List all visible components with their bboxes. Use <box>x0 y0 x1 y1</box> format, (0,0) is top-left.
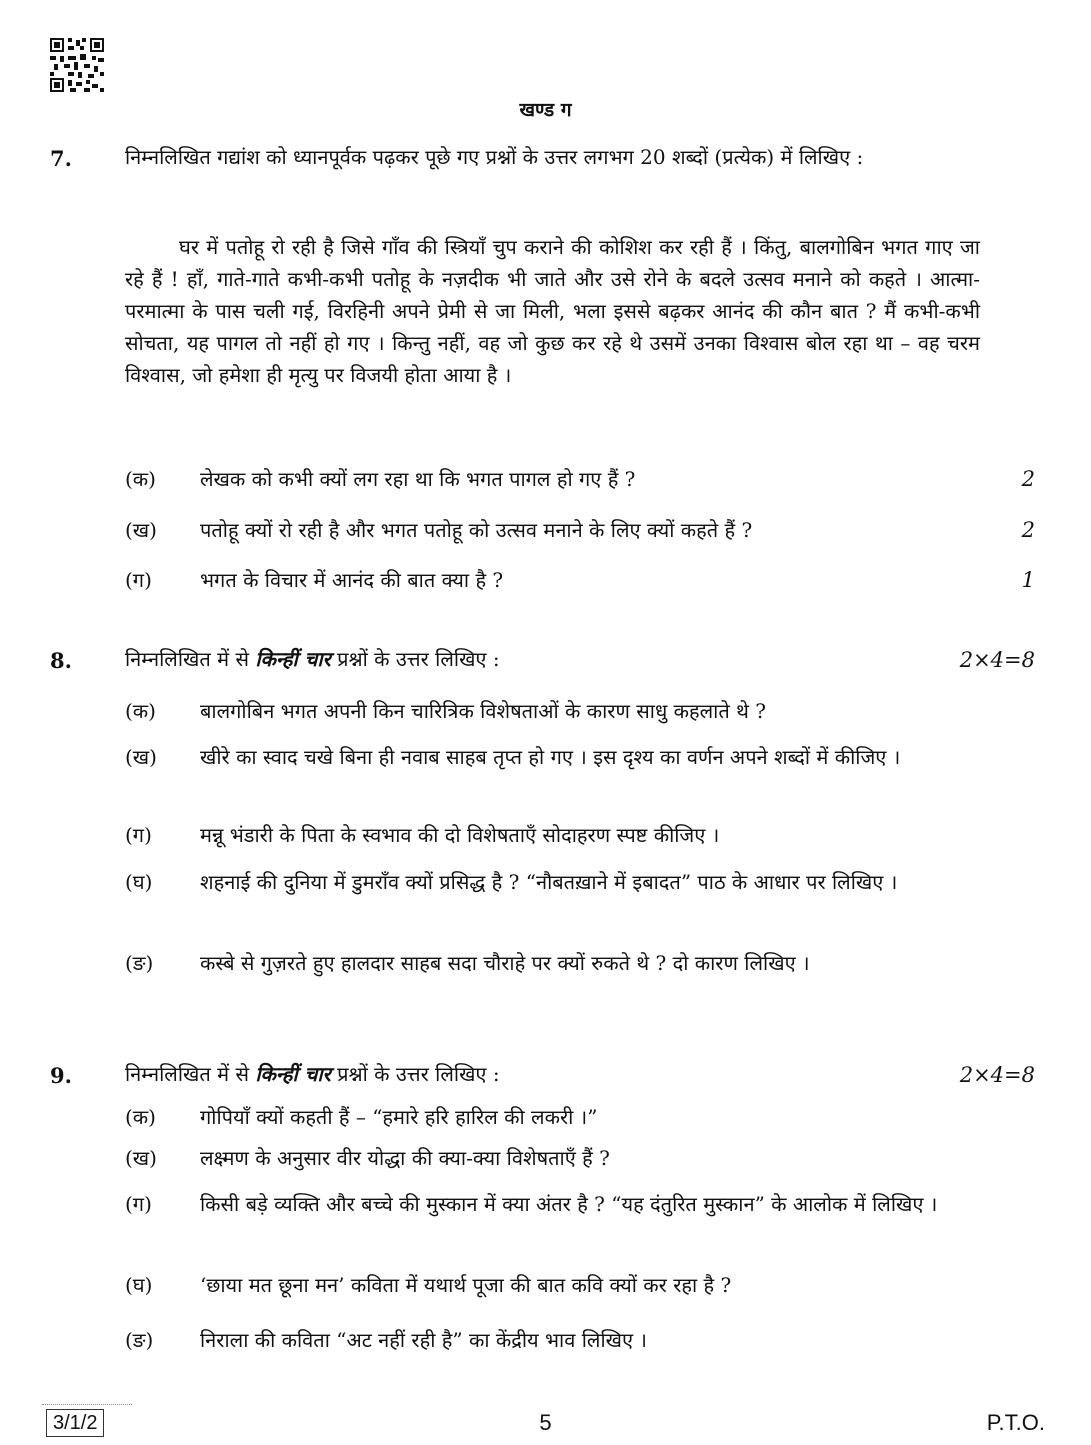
item-label: (ग) <box>125 823 152 847</box>
item-text: कस्बे से गुज़रते हुए हालदार साहब सदा चौराहे पर क्यों रुकते थे ? दो कारण लिखिए । <box>200 951 810 975</box>
item-text: शहनाई की दुनिया में डुमराँव क्यों प्रसिद्ध है ? “नौबतख़ाने में इबादत” पाठ के आधार पर लिखिए । <box>200 870 898 894</box>
pto-label: P.T.O. <box>986 1410 1045 1435</box>
item-label: (क) <box>125 467 156 491</box>
item-label: (ग) <box>125 568 152 592</box>
item-text: लेखक को कभी क्यों लग रहा था कि भगत पागल हो गए हैं ? <box>200 467 636 491</box>
question-8-number: 8. <box>50 648 72 673</box>
item-text: खीरे का स्वाद चखे बिना ही नवाब साहब तृप्त हो गए । इस दृश्य का वर्णन अपने शब्दों में कीजिए । <box>200 745 901 769</box>
question-7-instruction: निम्नलिखित गद्यांश को ध्यानपूर्वक पढ़कर पूछे गए प्रश्नों के उत्तर लगभग 20 शब्दों (प्रत्येक) में लिखिए : <box>125 145 864 169</box>
instruction-post: प्रश्नों के उत्तर लिखिए : <box>337 1062 500 1086</box>
item-label: (ङ) <box>125 1328 154 1352</box>
item-label: (ख) <box>125 1146 157 1170</box>
item-text: निराला की कविता “अट नहीं रही है” का केंद्रीय भाव लिखिए । <box>200 1328 647 1352</box>
question-9-marks: 2×4=8 <box>959 1063 1035 1087</box>
question-9-instruction <box>125 1058 980 1090</box>
item-label: (घ) <box>125 870 153 894</box>
item-label: (क) <box>125 1105 156 1129</box>
question-7-item-kha-marks: 2 <box>1021 518 1035 542</box>
item-text: गोपियाँ क्यों कहती हैं – “हमारे हरि हारिल की लकरी ।” <box>200 1105 598 1129</box>
item-label: (ख) <box>125 518 157 542</box>
item-text: ‘छाया मत छूना मन’ कविता में यथार्थ पूजा की बात कवि क्यों कर रहा है ? <box>200 1273 732 1297</box>
instruction-post: प्रश्नों के उत्तर लिखिए : <box>337 647 500 671</box>
instruction-emphasis: किन्हीं चार <box>255 1062 331 1086</box>
qr-code-icon <box>50 38 104 92</box>
instruction-emphasis: किन्हीं चार <box>255 647 331 671</box>
section-title: खण्ड ग <box>519 99 572 121</box>
question-8-marks: 2×4=8 <box>959 648 1035 672</box>
item-label: (ग) <box>125 1192 152 1216</box>
item-label: (ङ) <box>125 951 154 975</box>
item-label: (ख) <box>125 745 157 769</box>
paper-code: 3/1/2 <box>46 1409 104 1437</box>
question-7-item-ka-marks: 2 <box>1021 467 1035 491</box>
question-7-passage: घर में पतोहू रो रही है जिसे गाँव की स्त्रियाँ चुप कराने की कोशिश कर रही हैं । किंतु, बालगोबिन भगत गाए जा रहे हैं ! हाँ, गाते-गाते कभी-कभी पतोहू के नज़दीक भी जाते और उसे रोने के बदले उत्सव मनाने को कहते । आत्मा-परमात्मा के पास चली गई, विरहिनी अपने प्रेमी से जा मिली, भला इससे बढ़कर आनंद की कौन बात ? मैं कभी-कभी सोचता, यह पागल तो नहीं हो गए । किन्तु नहीं, वह जो कुछ कर रहे थे उसमें उनका विश्वास बोल रहा था – वह चरम विश्वास, जो हमेशा ही मृत्यु पर विजयी होता आया है । <box>125 235 980 387</box>
item-text: मन्नू भंडारी के पिता के स्वभाव की दो विशेषताएँ सोदाहरण स्पष्ट कीजिए । <box>200 823 720 847</box>
question-9-number: 9. <box>50 1063 72 1088</box>
item-text: लक्ष्मण के अनुसार वीर योद्धा की क्या-क्या विशेषताएँ हैं ? <box>200 1146 610 1170</box>
instruction-pre: निम्नलिखित में से <box>125 647 249 671</box>
item-text: किसी बड़े व्यक्ति और बच्चे की मुस्कान में क्या अंतर है ? “यह दंतुरित मुस्कान” के आलोक में लिखिए । <box>200 1192 938 1216</box>
question-8-instruction <box>125 643 980 675</box>
item-text: पतोहू क्यों रो रही है और भगत पतोहू को उत्सव मनाने के लिए क्यों कहते हैं ? <box>200 518 753 542</box>
question-7-item-ga-marks: 1 <box>1021 568 1035 592</box>
page-number: 5 <box>539 1410 552 1435</box>
instruction-pre: निम्नलिखित में से <box>125 1062 249 1086</box>
item-text: बालगोबिन भगत अपनी किन चारित्रिक विशेषताओं के कारण साधु कहलाते थे ? <box>200 699 766 723</box>
item-label: (क) <box>125 699 156 723</box>
question-7-number: 7. <box>50 146 72 171</box>
item-text: भगत के विचार में आनंद की बात क्या है ? <box>200 568 504 592</box>
item-label: (घ) <box>125 1273 153 1297</box>
